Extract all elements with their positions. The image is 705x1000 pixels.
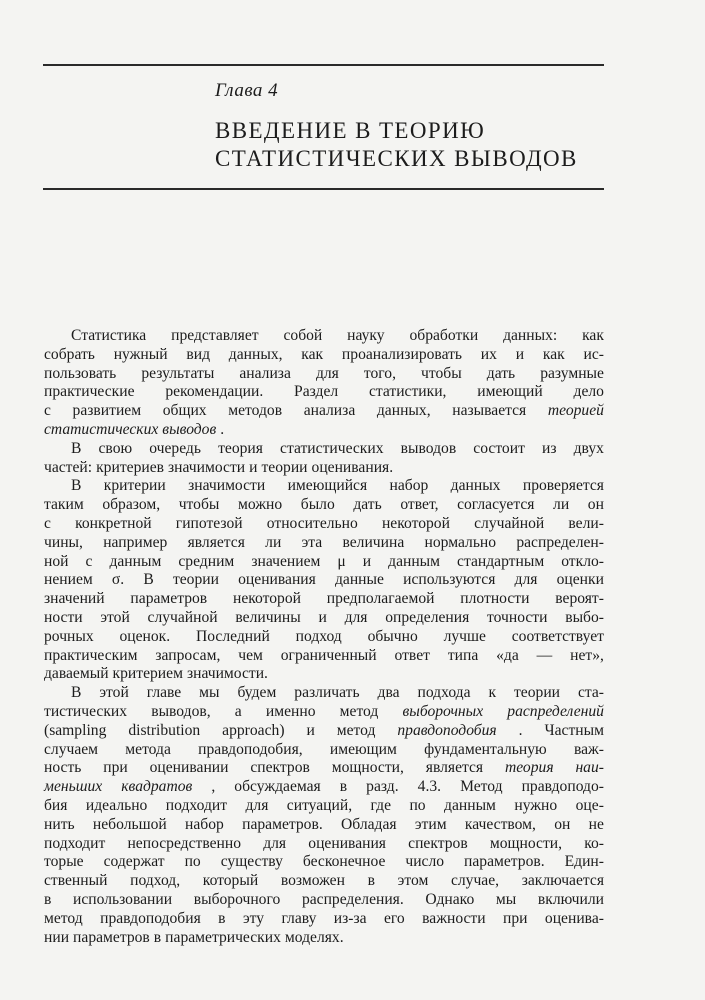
word: оценива- (544, 909, 604, 927)
word: , (211, 778, 216, 796)
word: этой (99, 684, 129, 702)
word: параметров. (242, 815, 323, 833)
word: имеющий (477, 383, 543, 401)
word: именно (265, 702, 316, 720)
word: по (184, 853, 201, 871)
word: методов (228, 402, 283, 420)
word: при (503, 909, 528, 927)
bottom-rule (43, 188, 604, 190)
word: правдоподобия (100, 909, 201, 927)
text-line (44, 440, 604, 459)
word: мы (199, 684, 220, 702)
paragraph (44, 327, 604, 440)
word: значением (251, 552, 321, 570)
word: оценки (556, 571, 604, 589)
word: включили (537, 890, 604, 908)
word: чтобы (178, 496, 220, 514)
word: данным (109, 552, 162, 570)
word: и (306, 721, 315, 739)
chapter-label: Глава 4 (215, 80, 279, 101)
word: собрать (44, 345, 95, 363)
word: выбо- (565, 608, 604, 626)
word: науку (347, 327, 385, 344)
word: чем (238, 646, 263, 664)
word: дать (353, 496, 382, 514)
word: Обладая (341, 815, 397, 833)
word: В (71, 439, 82, 457)
word: содержат (103, 853, 165, 871)
word: ность (44, 759, 82, 777)
word: было (300, 496, 335, 514)
italic-word: теорией (547, 402, 604, 420)
text-line (44, 684, 604, 703)
text-line (44, 759, 604, 778)
text-line (44, 797, 604, 816)
word: значимости (188, 477, 266, 495)
chapter-title (215, 117, 578, 173)
paragraph (44, 684, 604, 947)
word: значимости. (186, 665, 268, 683)
text-line (44, 365, 604, 384)
word: различать (294, 684, 360, 702)
word: гипотезой (175, 514, 243, 532)
word: данным (388, 552, 441, 570)
word: возможен (280, 872, 345, 890)
text-line (44, 647, 604, 666)
word: распределения. (301, 890, 404, 908)
word: случайной (474, 514, 545, 532)
word: рекомендации. (165, 383, 264, 401)
word: обсуждаемая (234, 778, 321, 796)
word: оценивания. (311, 458, 394, 476)
text-line (44, 553, 604, 572)
word: представляет (171, 327, 259, 344)
word: ли (553, 496, 570, 514)
word: главу (281, 909, 317, 927)
word: бесконечное (302, 853, 386, 871)
word: метод (339, 702, 379, 720)
word: конкретной (75, 514, 152, 532)
word: существу (220, 853, 283, 871)
text-line (44, 872, 604, 891)
word: распределен- (516, 533, 604, 551)
word: частей: (44, 458, 93, 476)
word: ной (44, 552, 69, 570)
text-line (44, 891, 604, 910)
word: можно (237, 496, 283, 514)
word: нужный (113, 345, 168, 363)
word: ответ, (400, 496, 439, 514)
word: вели- (568, 514, 604, 532)
word: approach) (222, 721, 285, 739)
word: Раздел (294, 383, 339, 401)
text-line (44, 910, 604, 929)
word: значений (44, 590, 105, 608)
text-line (44, 722, 604, 741)
word: в (218, 909, 226, 927)
word: и (318, 608, 327, 626)
word: вероят- (555, 590, 604, 608)
word: Метод (460, 778, 503, 796)
text-line (44, 421, 604, 440)
word: мощности, (489, 834, 563, 852)
word: запросам, (155, 646, 221, 664)
word: откло- (561, 552, 604, 570)
word: чтобы (421, 364, 462, 382)
word: для (315, 364, 339, 382)
word: лучше (443, 627, 486, 645)
word: критерием (112, 665, 183, 683)
word: с (85, 552, 93, 570)
word: подходит (165, 796, 228, 814)
word: критерии (103, 477, 166, 495)
word: разд. (366, 778, 399, 796)
word: набор (389, 477, 429, 495)
italic-word: выборочных (402, 702, 484, 720)
word: его (383, 909, 405, 927)
word: мы (495, 890, 517, 908)
word: проанализировать (341, 345, 463, 363)
word: подход (295, 627, 342, 645)
word: ли (265, 533, 282, 551)
word: и (362, 552, 372, 570)
word: даваемый (44, 665, 109, 683)
word: из (542, 439, 557, 457)
word: нением (44, 571, 93, 589)
word: определения (385, 608, 470, 626)
word: например (103, 533, 168, 551)
word: . (518, 721, 523, 739)
word: предполагаемой (326, 590, 435, 608)
chapter-title-line-1: ВВЕДЕНИЕ В ТЕОРИЮ (215, 118, 486, 143)
word: пользовать (44, 364, 117, 382)
word: в (153, 928, 162, 946)
text-line (44, 703, 604, 722)
word: «да (496, 646, 519, 664)
word: ственный (44, 872, 108, 890)
word: 4.3. (417, 778, 442, 796)
word: Последний (195, 627, 270, 645)
word: моделях. (284, 928, 344, 946)
text-line (44, 459, 604, 478)
word: при (103, 759, 128, 777)
word: относительно (266, 514, 358, 532)
word: величины (235, 608, 301, 626)
word: нить (44, 815, 75, 833)
word: как (301, 345, 324, 363)
word: число (405, 853, 445, 871)
italic-word: выводов (162, 420, 217, 438)
text-line (44, 534, 604, 553)
word: distribution (128, 721, 201, 739)
text-line (44, 383, 604, 402)
italic-word: наи- (575, 759, 604, 777)
word: теории (172, 571, 219, 589)
word: из-за (333, 909, 367, 927)
word: оценивания (238, 571, 316, 589)
word: заключается (521, 872, 604, 890)
word: собой (283, 327, 323, 344)
word: использовании (73, 890, 173, 908)
word: ответ (394, 646, 430, 664)
word: соответствует (511, 627, 604, 645)
word: как (542, 345, 565, 363)
word: в (367, 872, 375, 890)
word: ис- (583, 345, 604, 363)
text-line (44, 741, 604, 760)
word: эта (301, 533, 323, 551)
word: общих (162, 402, 207, 420)
word: он (554, 815, 571, 833)
word: развитием (72, 402, 142, 420)
word: подхода (417, 684, 471, 702)
word: теории (513, 684, 561, 702)
word: данным (444, 796, 496, 814)
word: ста- (577, 684, 604, 702)
word: Един- (564, 853, 604, 871)
word: данные (334, 571, 384, 589)
word: для (514, 571, 538, 589)
word: непосредственно (127, 834, 242, 852)
word: два (377, 684, 400, 702)
word: обработки (409, 327, 479, 344)
word: образом, (102, 496, 161, 514)
word: разумные (540, 364, 604, 382)
word: случайной (147, 608, 218, 626)
word: подход, (130, 872, 181, 890)
word: метода (125, 740, 171, 758)
word: дело (573, 383, 604, 401)
word: спектров (250, 759, 310, 777)
word: данных, (228, 345, 283, 363)
word: имеющийся (287, 477, 368, 495)
word: является (425, 759, 484, 777)
word: (sampling (44, 721, 107, 739)
word: к (488, 684, 497, 702)
text-line (44, 515, 604, 534)
word: важности (422, 909, 486, 927)
word: эту (242, 909, 265, 927)
word: с (44, 514, 51, 532)
word: бия (44, 796, 68, 814)
word: который (202, 872, 259, 890)
word: данных: (503, 327, 558, 344)
word: некоторой (232, 590, 301, 608)
word: в (44, 890, 52, 908)
word: данных (450, 477, 501, 495)
word: Однако (425, 890, 475, 908)
italic-word: квадратов (121, 778, 193, 796)
word: мощности, (331, 759, 404, 777)
word: этой (100, 608, 130, 626)
word: по (409, 796, 426, 814)
word: Частным (544, 721, 604, 739)
word: важ- (573, 740, 604, 758)
word: торые (44, 853, 84, 871)
word: главе (146, 684, 182, 702)
word: фундаментальную (424, 740, 547, 758)
chapter-title-line-2: СТАТИСТИЧЕСКИХ ВЫВОДОВ (215, 146, 578, 171)
word: качеством, (464, 815, 536, 833)
word: не (588, 815, 604, 833)
word: является (187, 533, 245, 551)
word: правдоподо- (521, 778, 604, 796)
text-line (44, 496, 604, 515)
word: используются (403, 571, 496, 589)
word: с (44, 402, 51, 420)
word: ограниченный (280, 646, 377, 664)
word: обычно (367, 627, 418, 645)
italic-word: меньших (44, 778, 103, 796)
word: теории (261, 458, 308, 476)
word: метод (336, 721, 376, 739)
text-line (44, 571, 604, 590)
word: оце- (575, 796, 604, 814)
word: средним (178, 552, 235, 570)
word: проверяется (522, 477, 604, 495)
word: рочных (44, 627, 94, 645)
word: случае, (450, 872, 500, 890)
word: теория (218, 439, 263, 457)
word: данных, (376, 402, 431, 420)
text-line (44, 477, 604, 496)
word: значимости (168, 458, 246, 476)
word: выводов, (151, 702, 211, 720)
word: практические (44, 383, 135, 401)
word: вид (186, 345, 211, 363)
word: тистических (44, 702, 128, 720)
word: их (480, 345, 497, 363)
word: критериев (96, 458, 164, 476)
word: чины, (44, 533, 83, 551)
word: таким (44, 496, 84, 514)
word: того, (363, 364, 396, 382)
text-line (44, 835, 604, 854)
word: параметров (130, 590, 208, 608)
body-text (44, 327, 604, 947)
italic-word: распределений (507, 702, 604, 720)
word: статистики, (368, 383, 447, 401)
paragraph (44, 440, 604, 478)
word: в (339, 778, 348, 796)
word: оценок. (119, 627, 171, 645)
word: Статистика (71, 327, 147, 344)
word: для (344, 608, 368, 626)
top-rule (43, 64, 604, 66)
word: В (71, 477, 82, 495)
word: оценивания (308, 834, 386, 852)
text-line (44, 778, 604, 797)
word: выборочного (193, 890, 281, 908)
word: нужно (514, 796, 558, 814)
word: состоит (473, 439, 525, 457)
word: согласуется (457, 496, 535, 514)
word: как (582, 327, 604, 344)
word: В (143, 571, 154, 589)
word: правдоподобия, (198, 740, 303, 758)
word: ко- (584, 834, 604, 852)
word: этим (414, 815, 447, 833)
word: анализа (303, 402, 356, 420)
word: будем (237, 684, 277, 702)
word: и (249, 458, 258, 476)
text-line (44, 327, 604, 346)
word: выводов (400, 439, 457, 457)
word: небольшой (92, 815, 167, 833)
word: μ (337, 552, 346, 570)
word: двух (573, 439, 604, 457)
word: параметров (73, 928, 150, 946)
word: ности (44, 608, 83, 626)
word: для (263, 834, 287, 852)
word: нет», (570, 646, 604, 664)
word: точности (487, 608, 548, 626)
word: дать (486, 364, 516, 382)
word: некоторой (381, 514, 450, 532)
word: нии (44, 928, 70, 946)
text-line (44, 609, 604, 628)
word: параметров. (464, 853, 545, 871)
word: очередь (149, 439, 201, 457)
italic-word: статистических (44, 420, 159, 438)
word: а (234, 702, 242, 720)
word: σ. (111, 571, 125, 589)
text-line (44, 590, 604, 609)
word: . (220, 420, 225, 438)
text-line (44, 929, 604, 948)
word: величина (342, 533, 405, 551)
word: результаты (141, 364, 215, 382)
word: В (71, 684, 82, 702)
word: статистических (280, 439, 384, 457)
word: оценивании (149, 759, 229, 777)
word: для (245, 796, 269, 814)
word: практическим (44, 646, 138, 664)
word: где (370, 796, 392, 814)
word: этом (397, 872, 429, 890)
word: он (587, 496, 604, 514)
word: называется (452, 402, 527, 420)
text-line (44, 816, 604, 835)
word: параметрических (165, 928, 281, 946)
word: идеально (85, 796, 148, 814)
word: метод (44, 909, 83, 927)
word: — (536, 646, 553, 664)
word: анализа (239, 364, 291, 382)
text-line (44, 346, 604, 365)
word: имеющим (329, 740, 397, 758)
word: свою (98, 439, 133, 457)
text-line (44, 402, 604, 421)
word: спектров (408, 834, 468, 852)
paragraph (44, 477, 604, 684)
italic-word: правдоподобия (397, 721, 497, 739)
word: стандартным (457, 552, 545, 570)
italic-word: теория (504, 759, 554, 777)
word: и (515, 345, 525, 363)
text-line (44, 853, 604, 872)
text-line (44, 665, 604, 684)
word: подходит (44, 834, 106, 852)
word: типа (447, 646, 479, 664)
word: нормально (424, 533, 497, 551)
word: плотности (460, 590, 530, 608)
word: случаем (44, 740, 99, 758)
word: набор (185, 815, 224, 833)
word: ситуаций, (286, 796, 353, 814)
text-line (44, 628, 604, 647)
